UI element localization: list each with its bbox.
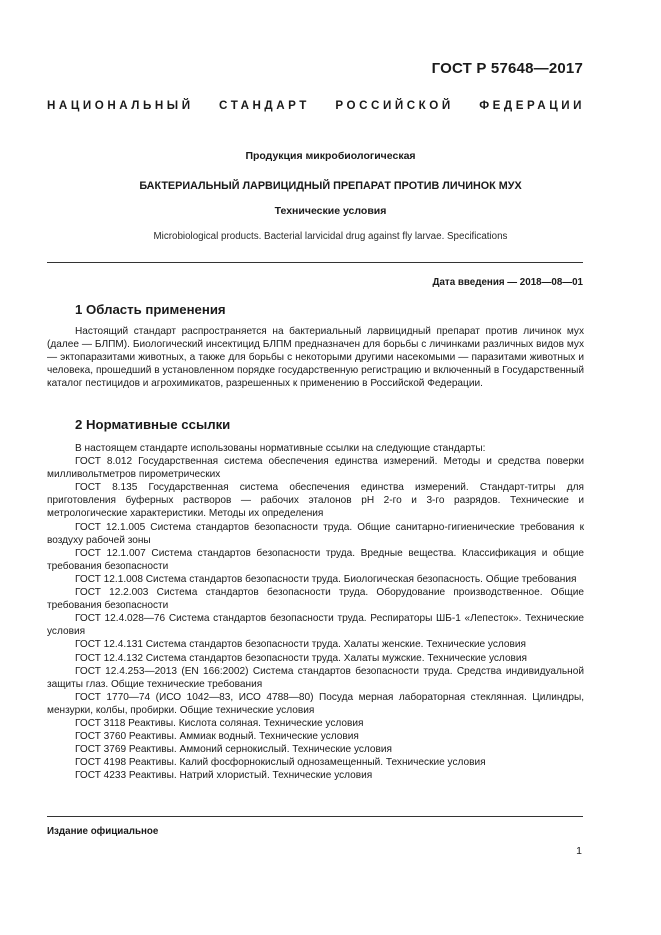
section-1-body (47, 325, 584, 390)
title-subtitle: Технические условия (274, 205, 387, 217)
reference-item: ГОСТ 3769 Реактивы. Аммоний сернокислый. Технические условия (75, 744, 393, 756)
title-divider (47, 262, 583, 263)
national-standard-text: НАЦИОНАЛЬНЫЙ СТАНДАРТ РОССИЙСКОЙ ФЕДЕРАЦИИ (47, 99, 585, 112)
section-1-text: Настоящий стандарт распространяется на бактериальный ларвицидный препарат против личинок мух (далее — БЛПМ). Биологический инсектицид БЛПМ предназначен для борьбы с личинками различных видов мух — эктопаразитами животных, а также для борьбы с некоторыми другими насекомыми — паразитами животных и человека, прошедший в установленном порядке государственную регистрацию и включенный в Государственный каталог пестицидов и агрохимикатов, разрешенных к применению в Российской Федерации. (47, 326, 584, 390)
references-intro: В настоящем стандарте использованы нормативные ссылки на следующие стандарты: (75, 443, 486, 454)
reference-item: ГОСТ 12.4.028—76 Система стандартов безопасности труда. Респираторы ШБ-1 «Лепесток». Технические условия (47, 613, 584, 638)
normative-references-list (47, 442, 584, 782)
footer-divider (47, 816, 583, 817)
document-code: ГОСТ Р 57648—2017 (431, 60, 583, 77)
section-2-heading: 2 Нормативные ссылки (75, 417, 231, 432)
reference-item: ГОСТ 3760 Реактивы. Аммиак водный. Технические условия (75, 731, 359, 743)
reference-item: ГОСТ 12.4.132 Система стандартов безопасности труда. Халаты мужские. Технические условия (75, 652, 528, 664)
page-number: 1 (576, 845, 582, 857)
reference-item: ГОСТ 1770—74 (ИСО 1042—83, ИСО 4788—80) Посуда мерная лабораторная стеклянная. Цилиндры, мензурки, колбы, пробирки. Общие технические условия (47, 691, 584, 716)
reference-item: ГОСТ 3118 Реактивы. Кислота соляная. Технические условия (75, 717, 364, 729)
section-1-heading: 1 Область применения (75, 302, 226, 317)
reference-item: ГОСТ 12.1.008 Система стандартов безопасности труда. Биологическая безопасность. Общие требования (75, 573, 577, 585)
edition-label: Издание официальное (47, 826, 159, 837)
reference-item: ГОСТ 12.2.003 Система стандартов безопасности труда. Оборудование производственное. Общие требования безопасности (47, 587, 584, 612)
title-category: Продукция микробиологическая (245, 150, 416, 162)
reference-item: ГОСТ 12.4.253—2013 (EN 166:2002) Система стандартов безопасности труда. Средства индивидуальной защиты глаз. Общие технические требования (47, 665, 584, 690)
reference-item: ГОСТ 12.4.131 Система стандартов безопасности труда. Халаты женские. Технические условия (75, 639, 526, 651)
national-standard-banner (47, 99, 585, 112)
reference-item: ГОСТ 8.135 Государственная система обеспечения единства измерений. Стандарт-титры для приготовления буферных растворов — рабочих эталонов pH 2-го и 3-го разрядов. Технические и метрологические характеристики. Методы их определения (47, 482, 584, 520)
introduction-date: Дата введения — 2018—08—01 (432, 277, 583, 288)
reference-item: ГОСТ 12.1.007 Система стандартов безопасности труда. Вредные вещества. Классификация и общие требования безопасности (47, 547, 584, 572)
reference-item: ГОСТ 8.012 Государственная система обеспечения единства измерений. Методы и средства поверки милливольтметров пирометрических (47, 456, 584, 481)
reference-item: ГОСТ 4198 Реактивы. Калий фосфорнокислый однозамещенный. Технические условия (75, 757, 486, 769)
reference-item: ГОСТ 4233 Реактивы. Натрий хлористый. Технические условия (75, 770, 373, 782)
reference-item: ГОСТ 12.1.005 Система стандартов безопасности труда. Общие санитарно-гигиенические требования к воздуху рабочей зоны (47, 521, 584, 546)
title-english: Microbiological products. Bacterial larvicidal drug against fly larvae. Specifications (153, 231, 508, 242)
title-main: БАКТЕРИАЛЬНЫЙ ЛАРВИЦИДНЫЙ ПРЕПАРАТ ПРОТИВ ЛИЧИНОК МУХ (139, 180, 522, 192)
